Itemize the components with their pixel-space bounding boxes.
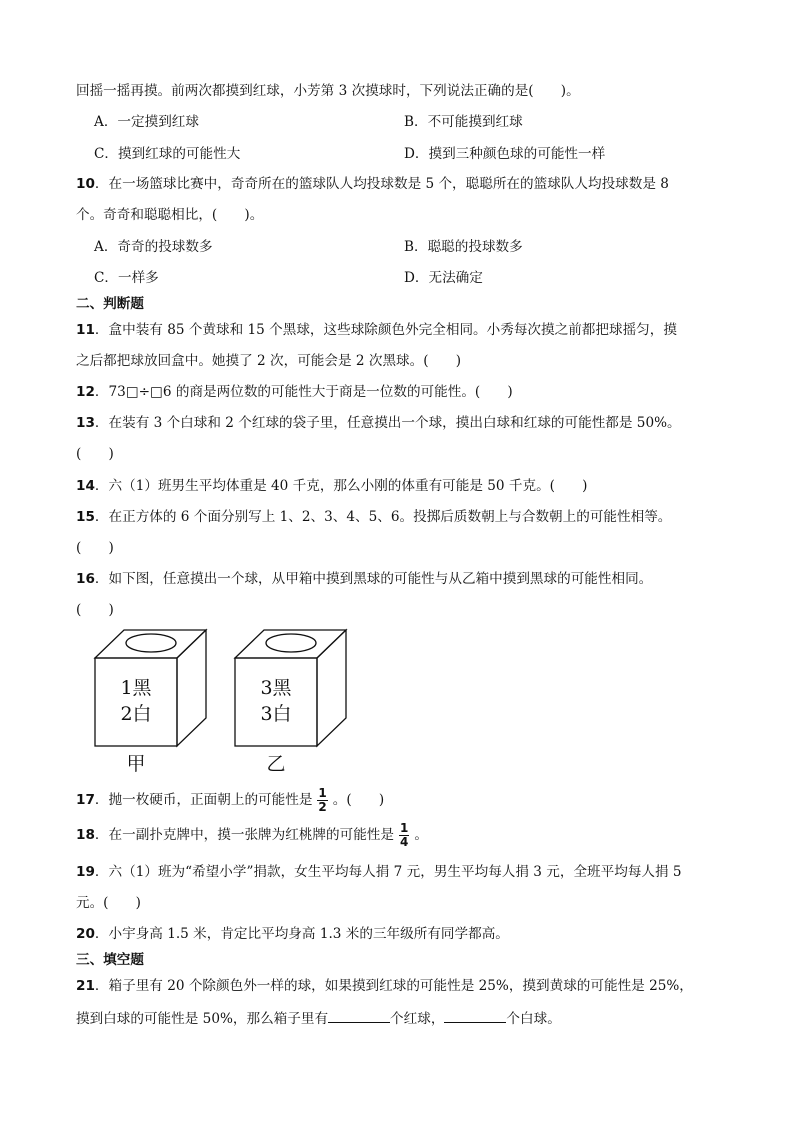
q14-line1 — [76, 476, 587, 496]
question-number: 21 — [76, 978, 95, 994]
q9-option-d: D．摸到三种颜色球的可能性一样 — [404, 146, 606, 162]
section-heading-judgment: 二、判断题 — [76, 296, 144, 312]
q10-option-d: D．无法确定 — [404, 270, 483, 286]
q16-line1 — [76, 569, 652, 589]
question-text-mid: 个红球， — [390, 1011, 445, 1027]
question-text: ．六（1）班男生平均体重是 40 千克，那么小刚的体重有可能是 50 千克。( ) — [94, 478, 588, 494]
question-text-end: 个白球。 — [506, 1011, 561, 1027]
question-number: 14 — [76, 478, 95, 494]
question-text-end: 。 — [414, 827, 428, 843]
question-number: 17 — [76, 792, 95, 808]
question-number: 20 — [76, 926, 95, 942]
q18-line1 — [76, 822, 428, 849]
question-text: ．六（1）班为“希望小学”捐款，女生平均每人捐 7 元，男生平均每人捐 3 元，全班平均每人捐 5 — [94, 864, 682, 880]
q9-option-a: A．一定摸到红球 — [94, 114, 199, 130]
q16-line2: ( ) — [76, 602, 114, 618]
question-text: ．在正方体的 6 个面分别写上 1、2、3、4、5、6。投掷后质数朝上与合数朝上的可能性相等。 — [94, 509, 672, 525]
box-yi-opening — [266, 634, 316, 652]
box-jia-opening — [126, 634, 176, 652]
boxes-figure — [90, 624, 360, 774]
question-number: 12 — [76, 384, 95, 400]
fraction-numerator: 1 — [318, 786, 327, 800]
box-yi-label: 乙 — [266, 753, 286, 774]
q17-line1 — [76, 787, 384, 814]
box-yi-white-count: 3白 — [260, 703, 292, 725]
q15-line1 — [76, 507, 671, 527]
box-jia-front — [95, 658, 177, 746]
q10-option-a: A．奇奇的投球数多 — [94, 239, 213, 255]
question-text: ．小宇身高 1.5 米，肯定比平均身高 1.3 米的三年级所有同学都高。 — [94, 926, 509, 942]
question-number: 15 — [76, 509, 95, 525]
box-jia-black-count: 1黑 — [120, 677, 152, 699]
question-number: 11 — [76, 322, 95, 338]
answer-blank-white[interactable] — [444, 1008, 506, 1023]
box-yi-front — [235, 658, 317, 746]
q19-line1 — [76, 862, 682, 882]
q9-option-b: B．不可能摸到红球 — [404, 114, 523, 130]
fraction-one-half — [317, 787, 327, 814]
question-number: 16 — [76, 571, 95, 587]
question-text: ．在一副扑克牌中，摸一张牌为红桃牌的可能性是 — [94, 827, 394, 843]
box-jia-label: 甲 — [126, 753, 146, 774]
question-number: 10 — [76, 176, 95, 192]
box-yi-side — [317, 630, 346, 746]
q10-option-c: C．一样多 — [94, 270, 159, 286]
section-heading-fill-blank: 三、填空题 — [76, 952, 144, 968]
question-text: ．箱子里有 20 个除颜色外一样的球，如果摸到红球的可能性是 25%，摸到黄球的可能性是 25%， — [94, 978, 693, 994]
q9-option-c: C．摸到红球的可能性大 — [94, 146, 241, 162]
answer-blank-red[interactable] — [328, 1008, 390, 1023]
box-jia-side — [177, 630, 206, 746]
fraction-numerator: 1 — [399, 821, 409, 835]
q15-line2: ( ) — [76, 540, 114, 556]
q21-line2 — [76, 1008, 561, 1029]
question-number: 19 — [76, 864, 95, 880]
q13-line1 — [76, 413, 681, 433]
question-text: ．如下图，任意摸出一个球，从甲箱中摸到黑球的可能性与从乙箱中摸到黑球的可能性相同。 — [94, 571, 653, 587]
q10-line1 — [76, 174, 669, 194]
q13-line2: ( ) — [76, 446, 114, 462]
question-text: ．盒中装有 85 个黄球和 15 个黑球，这些球除颜色外完全相同。小秀每次摸之前都把球摇匀，摸 — [94, 322, 677, 338]
question-text: 摸到白球的可能性是 50%，那么箱子里有 — [76, 1011, 329, 1027]
question-text: ．在一场篮球比赛中，奇奇所在的篮球队人均投球数是 5 个，聪聪所在的篮球队人均投球数是 8 — [94, 176, 669, 192]
box-yi-black-count: 3黑 — [260, 677, 292, 699]
question-number: 13 — [76, 415, 95, 431]
question-text-end: 。( ) — [332, 792, 385, 808]
q21-line1 — [76, 976, 693, 996]
q20-line1 — [76, 924, 509, 944]
question-text: ．73□÷□6 的商是两位数的可能性大于商是一位数的可能性。( ) — [94, 384, 513, 400]
question-number: 18 — [76, 827, 95, 843]
question-text: ．抛一枚硬币，正面朝上的可能性是 — [94, 792, 313, 808]
q11-line2: 之后都把球放回盒中。她摸了 2 次，可能会是 2 次黑球。( ) — [76, 353, 462, 369]
fraction-one-quarter — [399, 822, 409, 849]
q12-line1 — [76, 382, 513, 402]
q19-line2: 元。( ) — [76, 895, 141, 911]
q10-option-b: B．聪聪的投球数多 — [404, 239, 523, 255]
q9-continuation: 回摇一摇再摸。前两次都摸到红球，小芳第 3 次摸球时，下列说法正确的是( )。 — [76, 83, 580, 99]
fraction-denominator: 2 — [318, 800, 327, 814]
q10-line2: 个。奇奇和聪聪相比，( )。 — [76, 207, 264, 223]
fraction-denominator: 4 — [399, 835, 409, 849]
box-jia-white-count: 2白 — [120, 703, 152, 725]
q11-line1 — [76, 320, 677, 340]
question-text: ．在装有 3 个白球和 2 个红球的袋子里，任意摸出一个球，摸出白球和红球的可能性都是 50%。 — [94, 415, 681, 431]
